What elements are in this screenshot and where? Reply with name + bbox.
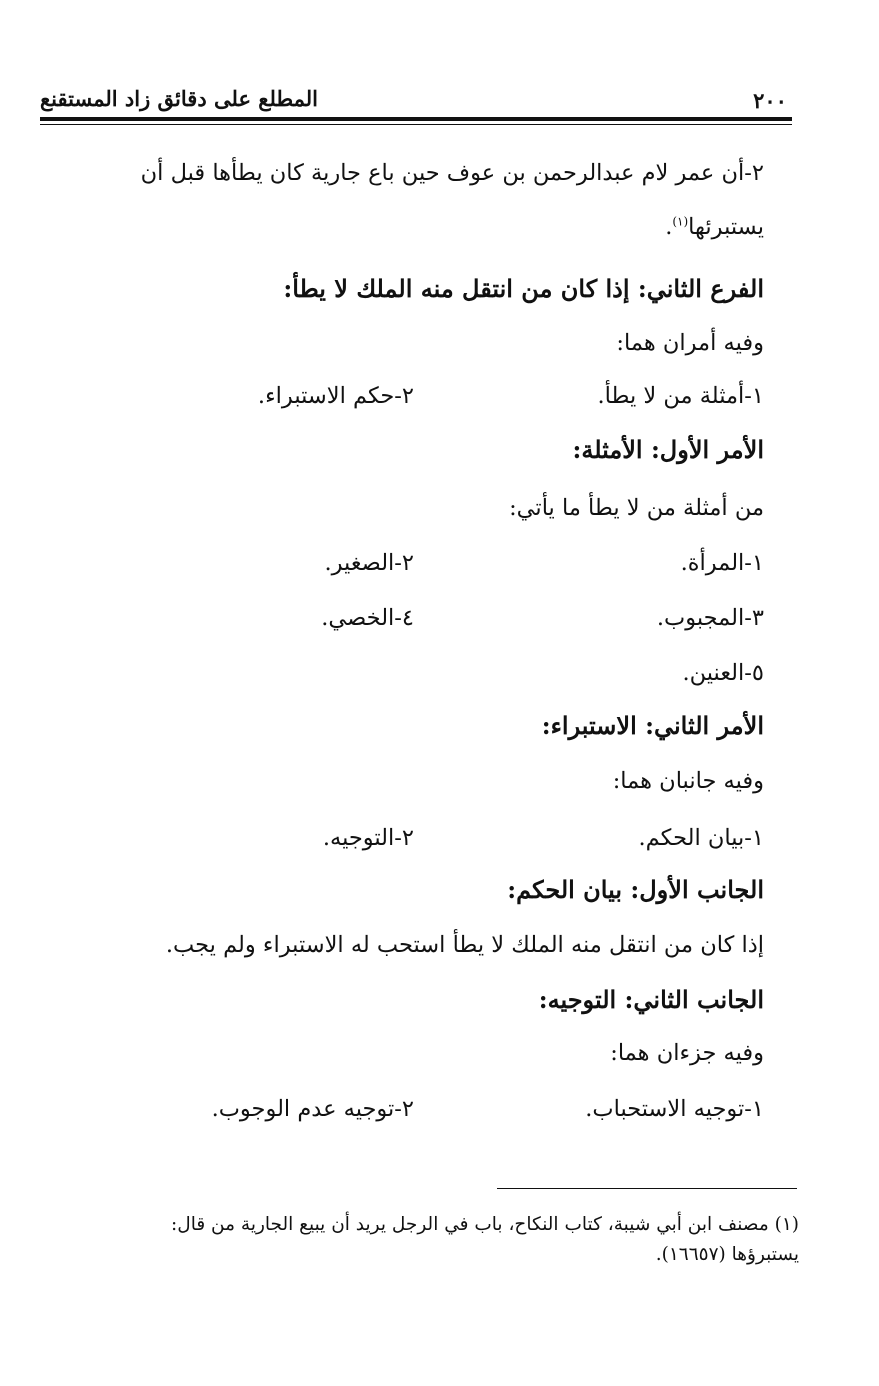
branch-intro: وفيه أمران هما: xyxy=(616,330,764,356)
subsection-intro: وفيه جزءان هما: xyxy=(610,1040,764,1066)
list-item: ١-المرأة. xyxy=(680,550,764,576)
list-item: ٤-الخصي. xyxy=(321,605,414,631)
header-rule-thick xyxy=(40,117,792,121)
list-item: ٢-حكم الاستبراء. xyxy=(257,383,414,409)
list-item: ٢-الصغير. xyxy=(324,550,414,576)
list-item: ٢-توجيه عدم الوجوب. xyxy=(211,1096,414,1122)
footnote-line xyxy=(35,1210,799,1240)
branch-heading: الفرع الثاني: إذا كان من انتقل منه الملك لا يطأ: xyxy=(283,274,764,303)
section-heading: الأمر الأول: الأمثلة: xyxy=(572,435,764,464)
footnote-ref: (١) xyxy=(672,214,689,229)
footnote-marker: (١) xyxy=(774,1214,799,1235)
subsection-text: إذا كان من انتقل منه الملك لا يطأ استحب له الاستبراء ولم يجب. xyxy=(165,932,764,958)
list-item: ١-توجيه الاستحباب. xyxy=(585,1096,764,1122)
paragraph-line-cont xyxy=(665,214,764,241)
list-item: ٣-المجبوب. xyxy=(656,605,764,631)
list-item: ٥-العنين. xyxy=(682,660,764,686)
list-item: ٢-التوجيه. xyxy=(322,825,414,851)
section-intro: وفيه جانبان هما: xyxy=(612,768,764,794)
subsection-heading: الجانب الأول: بيان الحكم: xyxy=(507,875,764,904)
subsection-heading: الجانب الثاني: التوجيه: xyxy=(538,985,764,1014)
footnote-line: يستبرؤها (١٦٦٥٧). xyxy=(655,1243,799,1265)
page-number: ٢٠٠ xyxy=(753,88,787,113)
paragraph-text: يستبرئها xyxy=(688,214,764,240)
footnote-text: مصنف ابن أبي شيبة، كتاب النكاح، باب في الرجل يريد أن يبيع الجارية من قال: xyxy=(171,1214,769,1235)
footnote-separator xyxy=(497,1188,797,1189)
footnote xyxy=(35,1210,799,1269)
paragraph-line: ٢-أن عمر لام عبدالرحمن بن عوف حين باع جارية كان يطأها قبل أن xyxy=(140,160,764,186)
book-title: المطلع على دقائق زاد المستقنع xyxy=(40,86,319,111)
header-rule-thin xyxy=(40,124,792,125)
section-heading: الأمر الثاني: الاستبراء: xyxy=(541,711,764,740)
list-item: ١-بيان الحكم. xyxy=(638,825,764,851)
section-intro: من أمثلة من لا يطأ ما يأتي: xyxy=(509,495,764,521)
list-item: ١-أمثلة من لا يطأ. xyxy=(597,383,764,409)
paragraph-end: . xyxy=(665,214,673,240)
